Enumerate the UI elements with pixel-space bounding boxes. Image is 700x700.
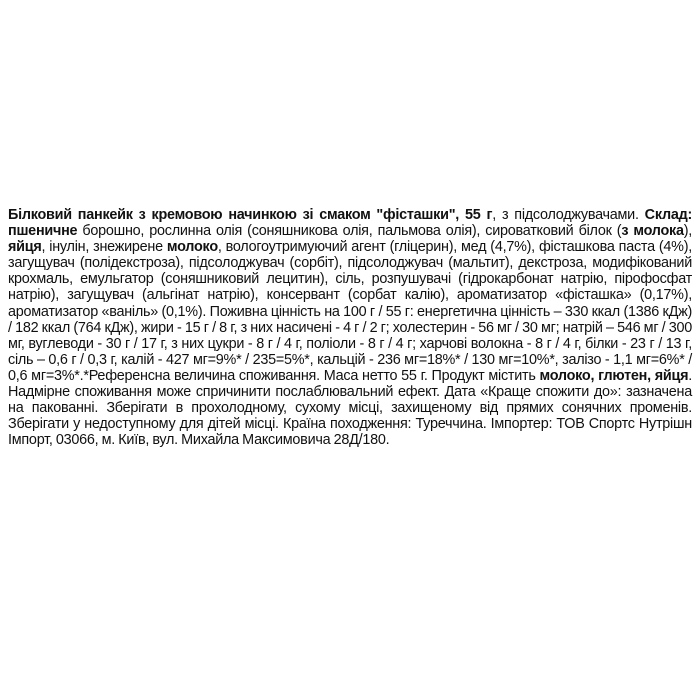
allergen-eggs: яйця	[8, 239, 42, 256]
ingredients-and-nutrition-text: , вологоутримуючий агент (гліцерин), мед (4,7%), фісташкова паста (4%), загущувач (полідекстроза), підсолоджувач (сорбіт), підсолоджувач (мальтит), декстроза, модифікований крохмаль, емульгатор (соняшниковий лецитин), сіль, розпушувачі (гідрокарбонат натрію, пірофосфат натрію), загущувач (альгінат натрію), консервант (сорбат калію), ароматизатор «фісташка» (0,17%), ароматизатор «ваніль» (0,1%). Поживна цінність на 100 г / 55 г: енергетична цінність – 330 ккал (1386 кДж) / 182 ккал (764 кДж), жири - 15 г / 8 г, з них насичені - 4 г / 2 г; холестерин - 56 мг / 30 мг; натрій – 546 мг / 300 мг, вуглеводи - 30 г / 17 г, з них цукри - 8 г / 4 г, поліоли - 8 г / 4 г; харчові волокна - 8 г / 4 г, білки - 23 г / 13 г, сіль – 0,6 г / 0,3 г, калій - 427 мг=9%* / 235=5%*, кальцій - 236 мг=18%* / 130 мг=10%*, залізо - 1,1 мг=6%* / 0,6 мг=3%*.*Референсна величина споживання. Маса нетто 55 г. Продукт містить	[8, 239, 692, 384]
storage-and-origin-text: . Надмірне споживання може спричинити послаблювальний ефект. Дата «Краще спожити до»: зазначена на пакованні. Зберігати в прохолодному, сухому місці, захищеному від прямих сонячних променів. Зберігати у недоступному для дітей місці. Країна походження: Туреччина. Імпортер: ТОВ Спортс Нутрішн Імпорт, 03066, м. Київ, вул. Михайла Максимовича 28Д/180.	[8, 367, 692, 449]
sweeteners-note: , з підсолоджувачами.	[492, 207, 645, 223]
product-label-text	[8, 207, 692, 448]
ingredients-text-3: , інулін, знежирене	[41, 239, 167, 256]
product-name: Білковий панкейк з кремовою начинкою зі смаком "фісташки", 55 г	[8, 207, 493, 223]
composition-heading: Склад:	[644, 207, 693, 223]
allergen-wheat: пшеничне	[8, 223, 78, 240]
ingredients-text-2: ),	[683, 223, 692, 240]
allergen-from-milk: з молока	[621, 223, 684, 240]
ingredients-text-1: борошно, рослинна олія (соняшникова олія, пальмова олія), сироватковий білок (	[77, 223, 622, 240]
allergen-milk: молоко	[166, 239, 218, 256]
allergens-list: молоко, глютен, яйця	[539, 367, 689, 384]
